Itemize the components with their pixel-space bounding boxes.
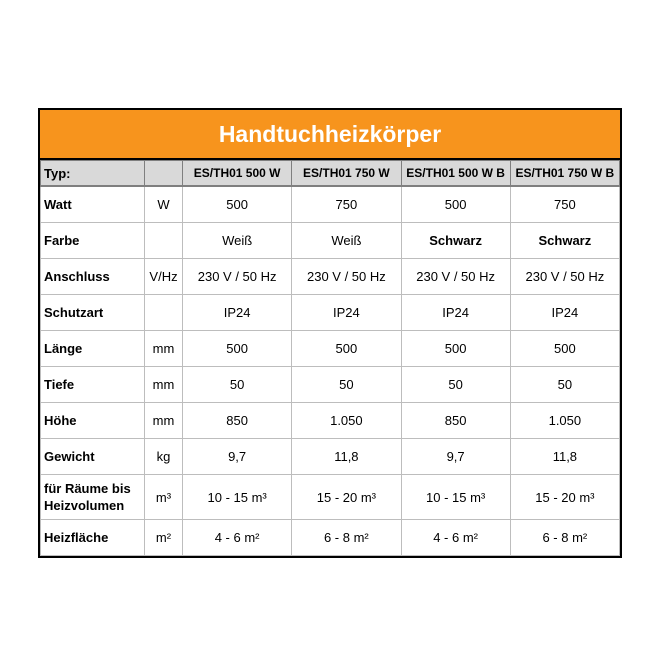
row-unit: V/Hz bbox=[145, 259, 183, 295]
table-row-anschluss bbox=[41, 259, 620, 295]
cell-value: 500 bbox=[183, 186, 292, 223]
cell-value: IP24 bbox=[401, 295, 510, 331]
row-unit: mm bbox=[145, 331, 183, 367]
row-label: Schutzart bbox=[41, 295, 145, 331]
row-unit bbox=[145, 295, 183, 331]
cell-value: Schwarz bbox=[510, 223, 619, 259]
cell-value: 10 - 15 m³ bbox=[401, 475, 510, 520]
table-row-laenge bbox=[41, 331, 620, 367]
cell-value: 500 bbox=[510, 331, 619, 367]
cell-value: IP24 bbox=[183, 295, 292, 331]
row-label: Höhe bbox=[41, 403, 145, 439]
cell-value: IP24 bbox=[510, 295, 619, 331]
cell-value: 850 bbox=[183, 403, 292, 439]
row-label: Tiefe bbox=[41, 367, 145, 403]
table-row-farbe bbox=[41, 223, 620, 259]
table-row-heizflaeche bbox=[41, 520, 620, 556]
cell-value: 1.050 bbox=[510, 403, 619, 439]
table-title: Handtuchheizkörper bbox=[40, 110, 620, 160]
row-unit bbox=[145, 223, 183, 259]
cell-value: 230 V / 50 Hz bbox=[292, 259, 401, 295]
cell-value: 1.050 bbox=[292, 403, 401, 439]
cell-value: Weiß bbox=[292, 223, 401, 259]
row-label: Watt bbox=[41, 186, 145, 223]
table-row-heizvolumen bbox=[41, 475, 620, 520]
cell-value: 50 bbox=[401, 367, 510, 403]
cell-value: 750 bbox=[510, 186, 619, 223]
row-unit: W bbox=[145, 186, 183, 223]
table-row-schutzart bbox=[41, 295, 620, 331]
row-label: Länge bbox=[41, 331, 145, 367]
table-row-gewicht bbox=[41, 439, 620, 475]
cell-value: 500 bbox=[401, 331, 510, 367]
header-label: Typ: bbox=[41, 161, 145, 187]
cell-value: 9,7 bbox=[183, 439, 292, 475]
cell-value: Schwarz bbox=[401, 223, 510, 259]
row-unit: m² bbox=[145, 520, 183, 556]
cell-value: 230 V / 50 Hz bbox=[510, 259, 619, 295]
cell-value: 500 bbox=[292, 331, 401, 367]
cell-value: 10 - 15 m³ bbox=[183, 475, 292, 520]
row-unit: mm bbox=[145, 403, 183, 439]
header-unit bbox=[145, 161, 183, 187]
cell-value: 11,8 bbox=[510, 439, 619, 475]
cell-value: 50 bbox=[183, 367, 292, 403]
cell-value: 4 - 6 m² bbox=[401, 520, 510, 556]
cell-value: 500 bbox=[183, 331, 292, 367]
cell-value: 500 bbox=[401, 186, 510, 223]
cell-value: 230 V / 50 Hz bbox=[401, 259, 510, 295]
cell-value: IP24 bbox=[292, 295, 401, 331]
row-unit: kg bbox=[145, 439, 183, 475]
row-label: Heizfläche bbox=[41, 520, 145, 556]
row-label: für Räume bis Heizvolumen bbox=[41, 475, 145, 520]
model-header: ES/TH01 500 W B bbox=[401, 161, 510, 187]
spec-table bbox=[40, 160, 620, 556]
row-unit: mm bbox=[145, 367, 183, 403]
cell-value: 4 - 6 m² bbox=[183, 520, 292, 556]
table-row-tiefe bbox=[41, 367, 620, 403]
cell-value: 15 - 20 m³ bbox=[292, 475, 401, 520]
cell-value: 6 - 8 m² bbox=[510, 520, 619, 556]
cell-value: 230 V / 50 Hz bbox=[183, 259, 292, 295]
table-row-watt bbox=[41, 186, 620, 223]
cell-value: 9,7 bbox=[401, 439, 510, 475]
cell-value: 11,8 bbox=[292, 439, 401, 475]
cell-value: 750 bbox=[292, 186, 401, 223]
row-label: Anschluss bbox=[41, 259, 145, 295]
cell-value: 50 bbox=[292, 367, 401, 403]
row-label: Gewicht bbox=[41, 439, 145, 475]
row-label: Farbe bbox=[41, 223, 145, 259]
model-header: ES/TH01 750 W B bbox=[510, 161, 619, 187]
row-unit: m³ bbox=[145, 475, 183, 520]
cell-value: 850 bbox=[401, 403, 510, 439]
cell-value: Weiß bbox=[183, 223, 292, 259]
cell-value: 15 - 20 m³ bbox=[510, 475, 619, 520]
header-row bbox=[41, 161, 620, 187]
model-header: ES/TH01 750 W bbox=[292, 161, 401, 187]
spec-sheet bbox=[38, 108, 622, 558]
cell-value: 6 - 8 m² bbox=[292, 520, 401, 556]
cell-value: 50 bbox=[510, 367, 619, 403]
model-header: ES/TH01 500 W bbox=[183, 161, 292, 187]
table-row-hoehe bbox=[41, 403, 620, 439]
